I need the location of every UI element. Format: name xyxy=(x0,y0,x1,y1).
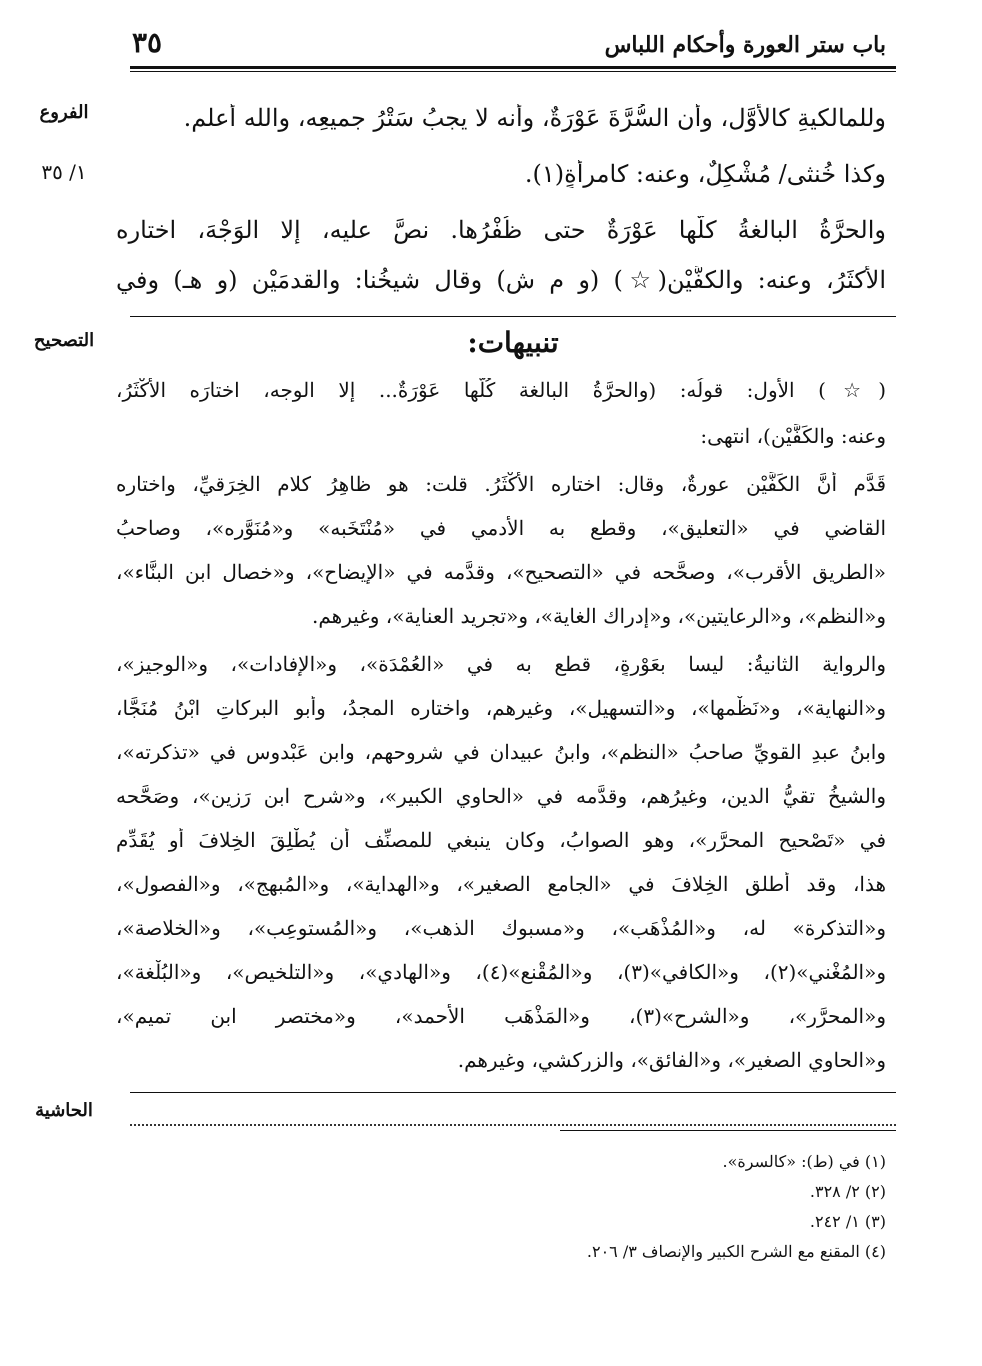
tanbih-line: والرواية الثانيةُ: ليسا بعَوْرةٍ، قطع به في «العُمْدَة»، و«الإفادات»، و«الوجيز»، xyxy=(116,652,886,676)
tanbih-line: هذا، وقد أطلق الخِلافَ في «الجامع الصغير»، و«الهداية»، و«المُبهج»، و«الفصول»، xyxy=(116,872,886,896)
footnote: (١) في (ط): «كالسرة». xyxy=(722,1152,886,1171)
tanbih-line: (☆) الأول: قولُه: (والحرَّةُ البالغة كُلُّها عَوْرَةٌ... إلا الوجه، اختارَه الأكْثَرُ، xyxy=(116,378,886,402)
main-text-line: وللمالكيةِ كالأوَّلِ، وأن السُّرَّةَ عَوْرَةٌ، وأنه لا يجبُ سَتْرُ جميعِه، والله أعلم. xyxy=(183,104,886,132)
footnote: (٣) ١/ ٢٤٢. xyxy=(809,1212,886,1231)
side-label-tashih: التصحيح xyxy=(33,330,95,351)
section-divider xyxy=(130,316,896,317)
main-text-line: وكذا خُنثى/ مُشْكِلٌ، وعنه: كامرأةٍ(١). xyxy=(524,160,886,188)
hashiya-dotted-line xyxy=(130,1124,896,1126)
tanbih-line: و«التذكرة» له، و«المُذْهَب»، و«مسبوك الذهب»، و«المُستوعِب»، و«الخلاصة»، xyxy=(116,916,886,940)
tanbih-line: و«المحرَّر»، و«الشرح»(٣)، و«المَذْهَب الأحمد»، و«مختصر ابن تميم»، xyxy=(116,1004,886,1028)
tanbihat-heading: تنبيهات: xyxy=(467,326,559,359)
tanbih-line: «الطريق الأقرب»، وصحَّحه في «التصحيح»، وقدَّمه في «الإيضاح»، و«خصال ابن البنَّاء»، xyxy=(116,560,886,584)
tanbih-line: في «تَصْحيح المحرَّر»، وهو الصوابُ، وكان ينبغي للمصنِّف أن يُطْلِقَ الخِلافَ أو يُقَدِّم xyxy=(116,828,886,852)
side-ref-furu: ١/ ٣٥ xyxy=(41,160,87,184)
tanbih-line: و«الحاوي الصغير»، و«الفائق»، والزركشي، وغيرهم. xyxy=(457,1048,886,1072)
main-text-line: والحرَّةُ البالغةُ كلُّها عَوْرَةٌ حتى ظُفْرُها. نصَّ عليه، إلا الوَجْهَ، اختاره xyxy=(116,216,886,244)
tanbih-line: والشيخُ تقيُّ الدين، وغيرُهم، وقدَّمه في «الحاوي الكبير»، و«شرح ابن رَزِين»، وصَحَّحه xyxy=(116,784,886,808)
running-header-title: باب ستر العورة وأحكام اللباس xyxy=(604,32,886,58)
tanbih-line: و«المُغْني»(٢)، و«الكافي»(٣)، و«المُقْنع»(٤)، و«الهادي»، و«التلخيص»، و«البُلْغة»، xyxy=(116,960,886,984)
tanbih-line: قَدَّم أنَّ الكَفَّيْن عورةٌ، وقال: اختاره الأكْثَرُ. قلت: هو ظاهِرُ كلام الخِرَقيِّ، واختاره xyxy=(116,472,886,496)
footnote-rule xyxy=(560,1130,896,1131)
page-number: ٣٥ xyxy=(132,26,163,59)
tanbih-line: القاضي في «التعليق»، وقطع به الأدمي في «مُنْتَخَبه» و«مُنَوَّره»، وصاحبُ xyxy=(116,516,886,540)
tanbih-line: و«النظم»، و«الرعايتين»، و«إدراك الغاية»، و«تجريد العناية»، وغيرهم. xyxy=(311,604,886,628)
tanbih-line: وعنه: والكَفَّيْن)، انتهى: xyxy=(700,424,886,448)
footnote: (٢) ٢/ ٣٢٨. xyxy=(809,1182,886,1201)
side-label-furu: الفروع xyxy=(39,102,89,123)
tanbih-line: و«النهاية»، و«نَظْمها»، و«التسهيل»، وغيرِهم، واختاره المجدُ، وأبو البركاتِ ابْنُ مُنَجَّا، xyxy=(116,696,886,720)
footnote: (٤) المقنع مع الشرح الكبير والإنصاف ٣/ ٢٠٦. xyxy=(586,1242,886,1261)
side-label-hashiya: الحاشية xyxy=(35,1100,93,1121)
tanbihat-bottom-rule xyxy=(130,1092,896,1093)
tanbih-line: وابنُ عبدِ القويِّ صاحبُ «النظم»، وابنُ عبيدان في شروحهم، وابن عَبْدوسٍ في «تذكرته»، xyxy=(116,740,886,764)
main-text-line: الأكثَرُ، وعنه: والكفَّيْن(☆) (و م ش) وقال شيخُنا: والقدمَيْن (و هـ) وفي xyxy=(116,266,886,294)
header-rule-thick xyxy=(130,66,896,69)
header-rule-thin xyxy=(130,71,896,72)
